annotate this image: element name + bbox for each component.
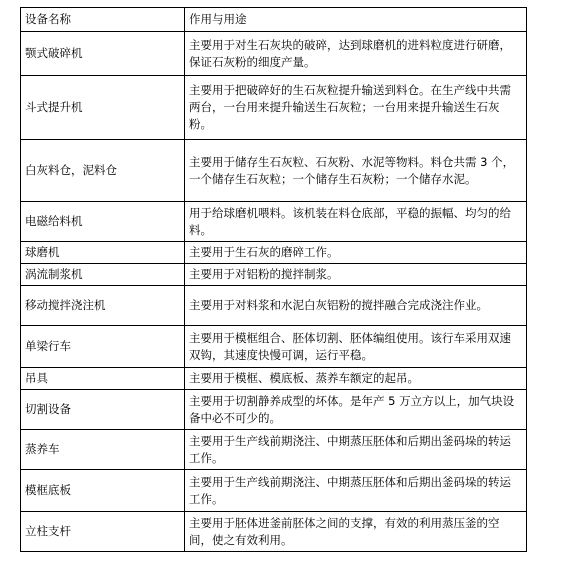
- equipment-name-cell: 电磁给料机: [21, 202, 185, 242]
- table-row: [21, 390, 527, 430]
- table-row: [21, 76, 527, 140]
- equipment-desc-cell: 主要用于切割静养成型的坏体。是年产 5 万立方以上，加气块设备中必不可少的。: [185, 390, 527, 430]
- equipment-desc-cell: 主要用于模框、模底板、蒸养车额定的起吊。: [185, 368, 527, 390]
- equipment-desc-cell: 主要用于对铝粉的搅拌制浆。: [185, 264, 527, 286]
- table-row: [21, 368, 527, 390]
- equipment-name-cell: 移动搅拌浇注机: [21, 286, 185, 326]
- table-header-row: [21, 8, 527, 32]
- equipment-desc-cell: 主要用于对料浆和水泥白灰铝粉的搅拌融合完成浇注作业。: [185, 286, 527, 326]
- equipment-desc-cell: 主要用于储存生石灰粒、石灰粉、水泥等物料。料仓共需 3 个，一个储存生石灰粒；一个储存生石灰粉；一个储存水泥。: [185, 140, 527, 202]
- equipment-desc-cell: 主要用于模框组合、胚体切割、胚体编组使用。该行车采用双速双钩，其速度快慢可调，运行平稳。: [185, 326, 527, 368]
- table-row: [21, 470, 527, 512]
- equipment-desc-cell: 主要用于把破碎好的生石灰粒提升输送到料仓。在生产线中共需两台，一台用来提升输送生石灰粒；一台用来提升输送生石灰粉。: [185, 76, 527, 140]
- equipment-name-cell: 切割设备: [21, 390, 185, 430]
- equipment-desc-cell: 主要用于生石灰的磨碎工作。: [185, 242, 527, 264]
- equipment-name-cell: 球磨机: [21, 242, 185, 264]
- table-row: [21, 32, 527, 76]
- equipment-table: [20, 7, 527, 552]
- equipment-name-cell: 模框底板: [21, 470, 185, 512]
- equipment-name-cell: 单梁行车: [21, 326, 185, 368]
- table-row: [21, 430, 527, 470]
- table-row: [21, 242, 527, 264]
- table-row: [21, 202, 527, 242]
- equipment-name-cell: 立柱支杆: [21, 512, 185, 552]
- equipment-table-container: [20, 7, 526, 552]
- equipment-desc-cell: 主要用于生产线前期浇注、中期蒸压胚体和后期出釜码垛的转运工作。: [185, 430, 527, 470]
- equipment-name-cell: 蒸养车: [21, 430, 185, 470]
- equipment-desc-cell: 主要用于对生石灰块的破碎，达到球磨机的进料粒度进行研磨，保证石灰粉的细度产量。: [185, 32, 527, 76]
- table-row: [21, 140, 527, 202]
- equipment-desc-cell: 主要用于胚体进釜前胚体之间的支撑，有效的利用蒸压釜的空间，使之有效利用。: [185, 512, 527, 552]
- equipment-name-cell: 白灰料仓，泥料仓: [21, 140, 185, 202]
- table-row: [21, 326, 527, 368]
- table-row: [21, 264, 527, 286]
- equipment-name-cell: 颚式破碎机: [21, 32, 185, 76]
- equipment-desc-cell: 主要用于生产线前期浇注、中期蒸压胚体和后期出釜码垛的转运工作。: [185, 470, 527, 512]
- header-function-use: 作用与用途: [185, 8, 527, 32]
- equipment-name-cell: 吊具: [21, 368, 185, 390]
- table-row: [21, 512, 527, 552]
- equipment-name-cell: 涡流制浆机: [21, 264, 185, 286]
- equipment-desc-cell: 用于给球磨机喂料。该机装在料仓底部，平稳的振幅、均匀的给料。: [185, 202, 527, 242]
- header-equipment-name: 设备名称: [21, 8, 185, 32]
- equipment-name-cell: 斗式提升机: [21, 76, 185, 140]
- table-row: [21, 286, 527, 326]
